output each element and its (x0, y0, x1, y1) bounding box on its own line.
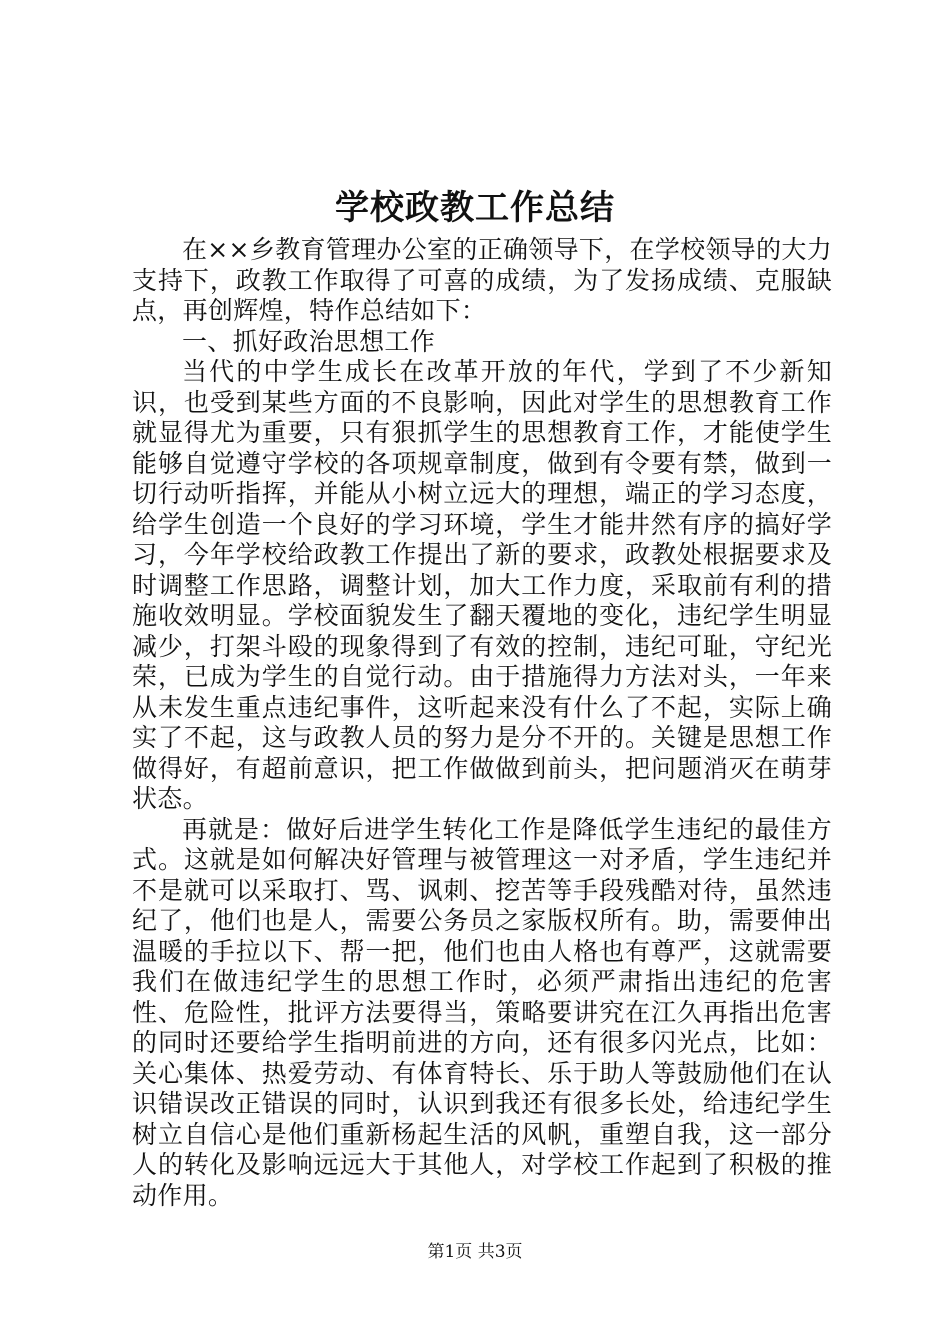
page-indicator: 第1页 共3页 (427, 1242, 523, 1262)
document-title: 学校政教工作总结 (335, 188, 615, 228)
document-body (132, 235, 832, 1211)
paragraph-intro: 在××乡教育管理办公室的正确领导下，在学校领导的大力支持下，政教工作取得了可喜的成绩，为了发扬成绩、克服缺点，再创辉煌，特作总结如下： (132, 235, 832, 325)
paragraph-student-transformation: 再就是：做好后进学生转化工作是降低学生违纪的最佳方式。这就是如何解决好管理与被管理这一对矛盾，学生违纪并不是就可以采取打、骂、讽刺、挖苦等手段残酷对待，虽然违纪了，他们也是人，需要公务员之家版权所有。助，需要伸出温暖的手拉以下、帮一把，他们也由人格也有尊严，这就需要我们在做违纪学生的思想工作时，必须严肃指出违纪的危害性、危险性，批评方法要得当，策略要讲究在江久再指出危害的同时还要给学生指明前进的方向，还有很多闪光点，比如：关心集体、热爱劳动、有体育特长、乐于助人等鼓励他们在认识错误改正错误的同时，认识到我还有很多长处，给违纪学生树立自信心是他们重新杨起生活的风帆，重塑自我，这一部分人的转化及影响远远大于其他人，对学校工作起到了积极的推动作用。 (132, 814, 832, 1210)
section-heading: 一、抓好政治思想工作 (182, 326, 436, 356)
paragraph-political-work: 当代的中学生成长在改革开放的年代，学到了不少新知识，也受到某些方面的不良影响，因此对学生的思想教育工作就显得尤为重要，只有狠抓学生的思想教育工作，才能使学生能够自觉遵守学校的各项规章制度，做到有令要有禁，做到一切行动听指挥，并能从小树立远大的理想，端正的学习态度，给学生创造一个良好的学习环境，学生才能井然有序的搞好学习，今年学校给政教工作提出了新的要求，政教处根据要求及时调整工作思路，调整计划，加大工作力度，采取前有利的措施收效明显。学校面貌发生了翻天覆地的变化，违纪学生明显减少，打架斗殴的现象得到了有效的控制，违纪可耻，守纪光荣，已成为学生的自觉行动。由于措施得力方法对头，一年来从未发生重点违纪事件，这听起来没有什么了不起，实际上确实了不起，这与政教人员的努力是分不开的。关键是思想工作做得好，有超前意识，把工作做做到前头，把问题消灭在萌芽状态。 (132, 357, 832, 813)
